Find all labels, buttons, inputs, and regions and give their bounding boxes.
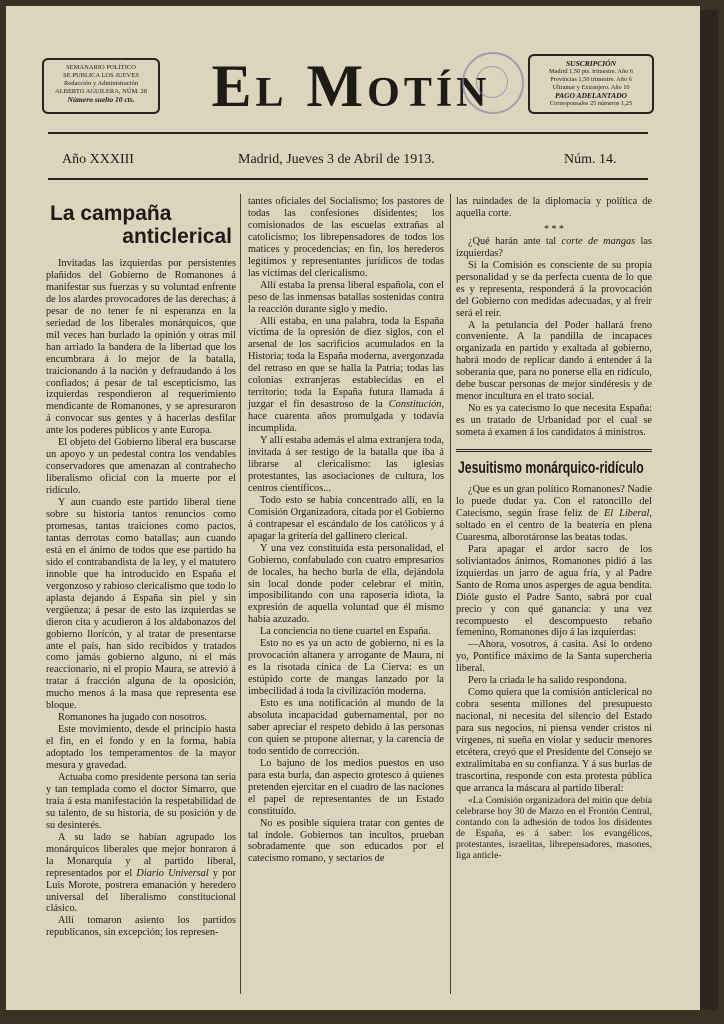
- left-box-line1: SEMANARIO POLÍTICO: [66, 64, 136, 71]
- column-1: [46, 202, 236, 939]
- dateline-year: Año XXXIII: [62, 152, 134, 167]
- article1-text: Allí estaba, en una palabra, toda la España víctima de la opresión de diez siglos, con el arsenal de los sacrificios acumulados en la Historia; toda la España moderna, avergonzada del retraso en que se halla la Patria; todas las colonias extranjeras establecidas en el territorio; toda la España futura llamada á juzgar el fin desastroso de la: [248, 315, 444, 411]
- column-divider: [240, 194, 241, 994]
- article1-paragraph: las ruindades de la diplomacia y política de aquella corte.: [456, 196, 652, 219]
- dateline-date: Madrid, Jueves 3 de Abril de 1913.: [238, 152, 435, 167]
- article1-text: las izquierdas?: [456, 235, 652, 259]
- article1-paragraph: Todo esto se había concentrado allí, en la Comisión Organizadora, citada por el Gobierno á contrapesar el escándalo de los católicos y á apagar la gritería del gallinero clerical.: [248, 494, 444, 542]
- article1-text: y por Luis Morote, postrera emanación y heredero universal del liberalismo constitucional clásico.: [46, 867, 236, 915]
- right-box-line4: Ultramar y Extranjero. Año 10: [552, 84, 630, 91]
- right-box-line5: PAGO ADELANTADO: [555, 91, 627, 100]
- dateline-rule: [48, 178, 648, 180]
- article1-italic: Diario Universal: [136, 867, 209, 879]
- article1-paragraph: [456, 236, 652, 260]
- article2-paragraph: [456, 484, 652, 544]
- newspaper-page: [6, 6, 700, 1010]
- article1-headline: [50, 202, 236, 248]
- article1-text: , hace cuarenta años promulgada y todavía incumplida.: [248, 399, 445, 435]
- article2-headline: Jesuitismo monárquico-ridículo: [458, 458, 644, 478]
- left-box-line4: ALBERTO AGUILERA, NÚM. 28: [54, 88, 148, 95]
- book-binding-edge: [700, 10, 718, 1010]
- article2-text: , soltado en el centro de la beatería en plena Cuaresma, alborotáronse las beatas todas.: [456, 507, 652, 543]
- column-3: [456, 196, 652, 861]
- article2-paragraph: Para apagar el ardor sacro de los soliviantados ánimos, Romanones pidió á las izquierdas un jarro de agua fría, y al Padre Santo de Roma unos asperges de agua bendita. Dióle gusto el Padre Santo, sabrá por cual precio y con qué ganancia: y una vez recompuesto el descompuesto rebaño femenino, Romanones dijo á las izquierdas:: [456, 543, 652, 639]
- newspaper-title: El Motín: [211, 53, 491, 119]
- article1-paragraph: No es ya catecismo lo que necesita España: es un tratado de Urbanidad por el cual se someta á examen á los candidatos á ministros.: [456, 403, 652, 439]
- left-box-line2: SE PUBLICA LOS JUEVES: [63, 72, 139, 79]
- article2-paragraph: Como quiera que la comisión anticlerical no cobra sesenta millones del presupuesto nacional, ni necesita del silencio del Estado para sus negocios, ni piensa vender cristos ni vírgenes, ni sueña en violar y seducir menores etcétera, creyó que el Presidente del Consejo se extralimitaba en su confianza. Y á sus burlas de trascortina, responde con esta protesta pública que arranca la máscara al partido liberal:: [456, 687, 652, 794]
- article1-paragraph: No es posible siquiera tratar con gentes de tal índole. Gobiernos tan incultos, prueban sobradamente que son educados por el catecismo romano, y sectarios de: [248, 817, 444, 865]
- article1-paragraph: Y aun cuando este partido liberal tiene sobre su historia tantos renuncios como promesas, tantas traiciones como pactos, tantas derrotas como batallas; aun cuando está en el ánimo de todos que ese partido ha sido el contrabandista de la ley, y el matutero innoble que ha introducido en España el vergonzoso y rabioso clericalismo que todo lo aplasta dejando á España sin piel y sin vergüenza; á pesar de esto las izquierdas se dieron cita y acudieron á los aldabonazos del gobierno llorícón, y al tratar de presentarse ante el país, han sido recibidos y tratados como jamás gobierno alguno, ni el más reaccionario, ni el propio Maura, se atrevió á tratar á fracción alguna de la oposición, mucho menos á la masa que representa ese bloque.: [46, 497, 236, 712]
- article1-paragraph: Si la Comisión es consciente de su propia personalidad y se da perfecta cuenta de lo que es y representa, responderá á la provocación del Gobierno con medidas adecuadas, y al freir será el reir.: [456, 259, 652, 319]
- article1-paragraph: Esto no es ya un acto de gobierno, ni es la provocación altanera y arrogante de Maura, ni es la risotada cínica de La Cierva: es un estúpido corte de mangas lanzado por la imbecilidad á toda la civilización moderna.: [248, 638, 444, 698]
- article1-paragraph: [248, 316, 444, 436]
- article1-paragraph: Y allí estaba además el alma extranjera toda, invitada á ser testigo de la batalla que iba á librarse al clericalismo: las iglesias protestantes, las asociaciones de cultura, los centros científicos...: [248, 435, 444, 494]
- article1-paragraph: A la petulancia del Poder hallará freno conveniente. A la pandilla de incapaces organizada en partido y exaltada al gobierno, habrá modo de replicar dando á entender á la soberanía que, para no ponerse ella en ridículo, debe buscar personas de mejor sindéresis y de menor incultura en el trato social.: [456, 319, 652, 403]
- article1-paragraph: Este movimiento, desde el principio hasta el fin, en el fondo y en la forma, había adoptado los temperamentos de la mayor mesura y gravedad.: [46, 724, 236, 772]
- article1-paragraph: El objeto del Gobierno liberal era buscarse un apoyo y un pedestal contra los vendables conservadores que amenazan al contrahecho liberalismo oficial con la muerte por el ridículo.: [46, 437, 236, 497]
- left-box-line5: Número suelto 10 cts.: [67, 95, 135, 104]
- article1-paragraph: Esto es una notificación al mundo de la absoluta incapacidad gubernamental, por no saber apreciar el respeto debido á las personas con quien se propone alternar, y la carencia de todo sentido de corrección.: [248, 698, 444, 757]
- right-box-line3: Provincias 1,50 trimestre. Año 6: [550, 76, 632, 83]
- article1-paragraph: tantes oficiales del Socialismo; los pastores de todas las confesiones disidentes; los comisionados de las escuelas extrañas al catolicismo; los librepensadores de todos los matices y procedencias; en fin, los herederos legítimos y representantes jurídicos de todas las víctimas del clericalismo.: [248, 196, 444, 279]
- article1-headline-line1: La campaña: [50, 202, 172, 225]
- column-divider: [450, 194, 451, 994]
- column-2: [248, 196, 444, 865]
- article1-paragraph: Y una vez constituída esta personalidad, el Gobierno, confabulado con cuatro empresarios de locales, ha hecho burla de ella, dejándola sin local donde poder celebrar el mitin, imposibilitando con una raposería idiota, la expresión de aquella voluntad que él mismo había azuzado.: [248, 542, 444, 626]
- article1-paragraph: Invitadas las izquierdas por persistentes plañidos del Gobierno de Romanones á manifestar sus fuerzas y su voluntad enfrente de los alardes provocadores de las derechas; á pesar de no tener fe ni esperanza en la seriedad de los liberales monárquicos, que mil veces han burlado la opinión y otras mil han arriado la bandera de la libertad que los encumbrara á lo mejor de la batalla, traicionando á la nación y defraudando á los confiados; á pesar de tal escepticismo, las izquierdas respondieron al requerimiento mendicante de Romanones, y se apresuraron á convocar sus gentes y á hacerlas desfilar ante los poderes públicos y ante Europa.: [46, 258, 236, 437]
- dateline-number: Núm. 14.: [564, 152, 617, 167]
- article1-text: ¿Qué harán ante tal: [468, 235, 557, 247]
- article1-paragraph: [46, 832, 236, 916]
- article2-paragraph: Pero la criada le ha salido respondona.: [468, 675, 627, 687]
- article1-italic: Constitución: [388, 399, 442, 411]
- article1-headline-line2: anticlerical: [122, 225, 232, 248]
- article1-paragraph: Lo bajuno de los medios puestos en uso para esta burla, dan aspecto grotesco á quienes pretenden ejercitar en el cuadro de las naciones el papel de representantes de un Estado constituído.: [248, 757, 444, 817]
- right-box-line1: SUSCRIPCIÓN: [565, 59, 617, 68]
- article1-text: A su lado se habían agrupado los monárquicos liberales que mejor honraron á la Monarquía y al partido liberal, representados por el: [46, 831, 236, 879]
- article2-italic: El Liberal: [603, 507, 650, 519]
- left-box-line3: Redacción y Administración: [63, 80, 138, 87]
- article1-paragraph: Allí estaba la prensa liberal española, con el peso de las inmensas batallas sostenidas contra la reacción durante siglo y medio.: [248, 279, 444, 315]
- article1-paragraph: Allí tomaron asiento los partidos republicanos, sin excepción; los represen-: [46, 915, 236, 939]
- masthead-left-box: [42, 58, 160, 114]
- dateline: [48, 152, 648, 172]
- masthead-rule: [48, 132, 648, 134]
- library-stamp-icon: [462, 52, 524, 114]
- article2-quote: «La Comisión organizadora del mitin que debía celebrarse hoy 30 de Marzo en el Frontón Central, contando con la adhesión de todos los disidentes de España, es á saber: los evangélicos, protestantes, israelitas, librepensadores, masones, liga anticle-: [456, 794, 652, 861]
- article-separator: [456, 449, 652, 452]
- article1-paragraph: La conciencia no tiene cuartel en España.: [260, 626, 431, 638]
- masthead: [6, 6, 700, 136]
- article1-paragraph: Romanones ha jugado con nosotros.: [58, 712, 207, 724]
- article2-text: ¿Que es un gran político Romanones? Nadie lo puede dudar ya. Con el ratoncillo del Catecismo, según frase feliz de: [456, 484, 652, 519]
- section-stars: * * *: [544, 223, 564, 235]
- article1-paragraph: Actuaba como presidente persona tan seria y tan templada como el doctor Simarro, que traía á esta manifestación la respetabilidad de su talento, de su historia, de su posición y de su desinterés.: [46, 771, 236, 831]
- right-box-line2: Madrid 1,50 pts. trimestre. Año 6: [549, 68, 633, 75]
- article1-italic: corte de mangas: [561, 235, 636, 247]
- article2-paragraph: —Ahora, vosotros, á casita. Así lo ordeno yo, Pontífice máximo de la Santa supercheria liberal.: [456, 639, 652, 675]
- right-box-line6: Corresponsales 25 números 1,25: [549, 100, 633, 107]
- masthead-right-box: [528, 54, 654, 114]
